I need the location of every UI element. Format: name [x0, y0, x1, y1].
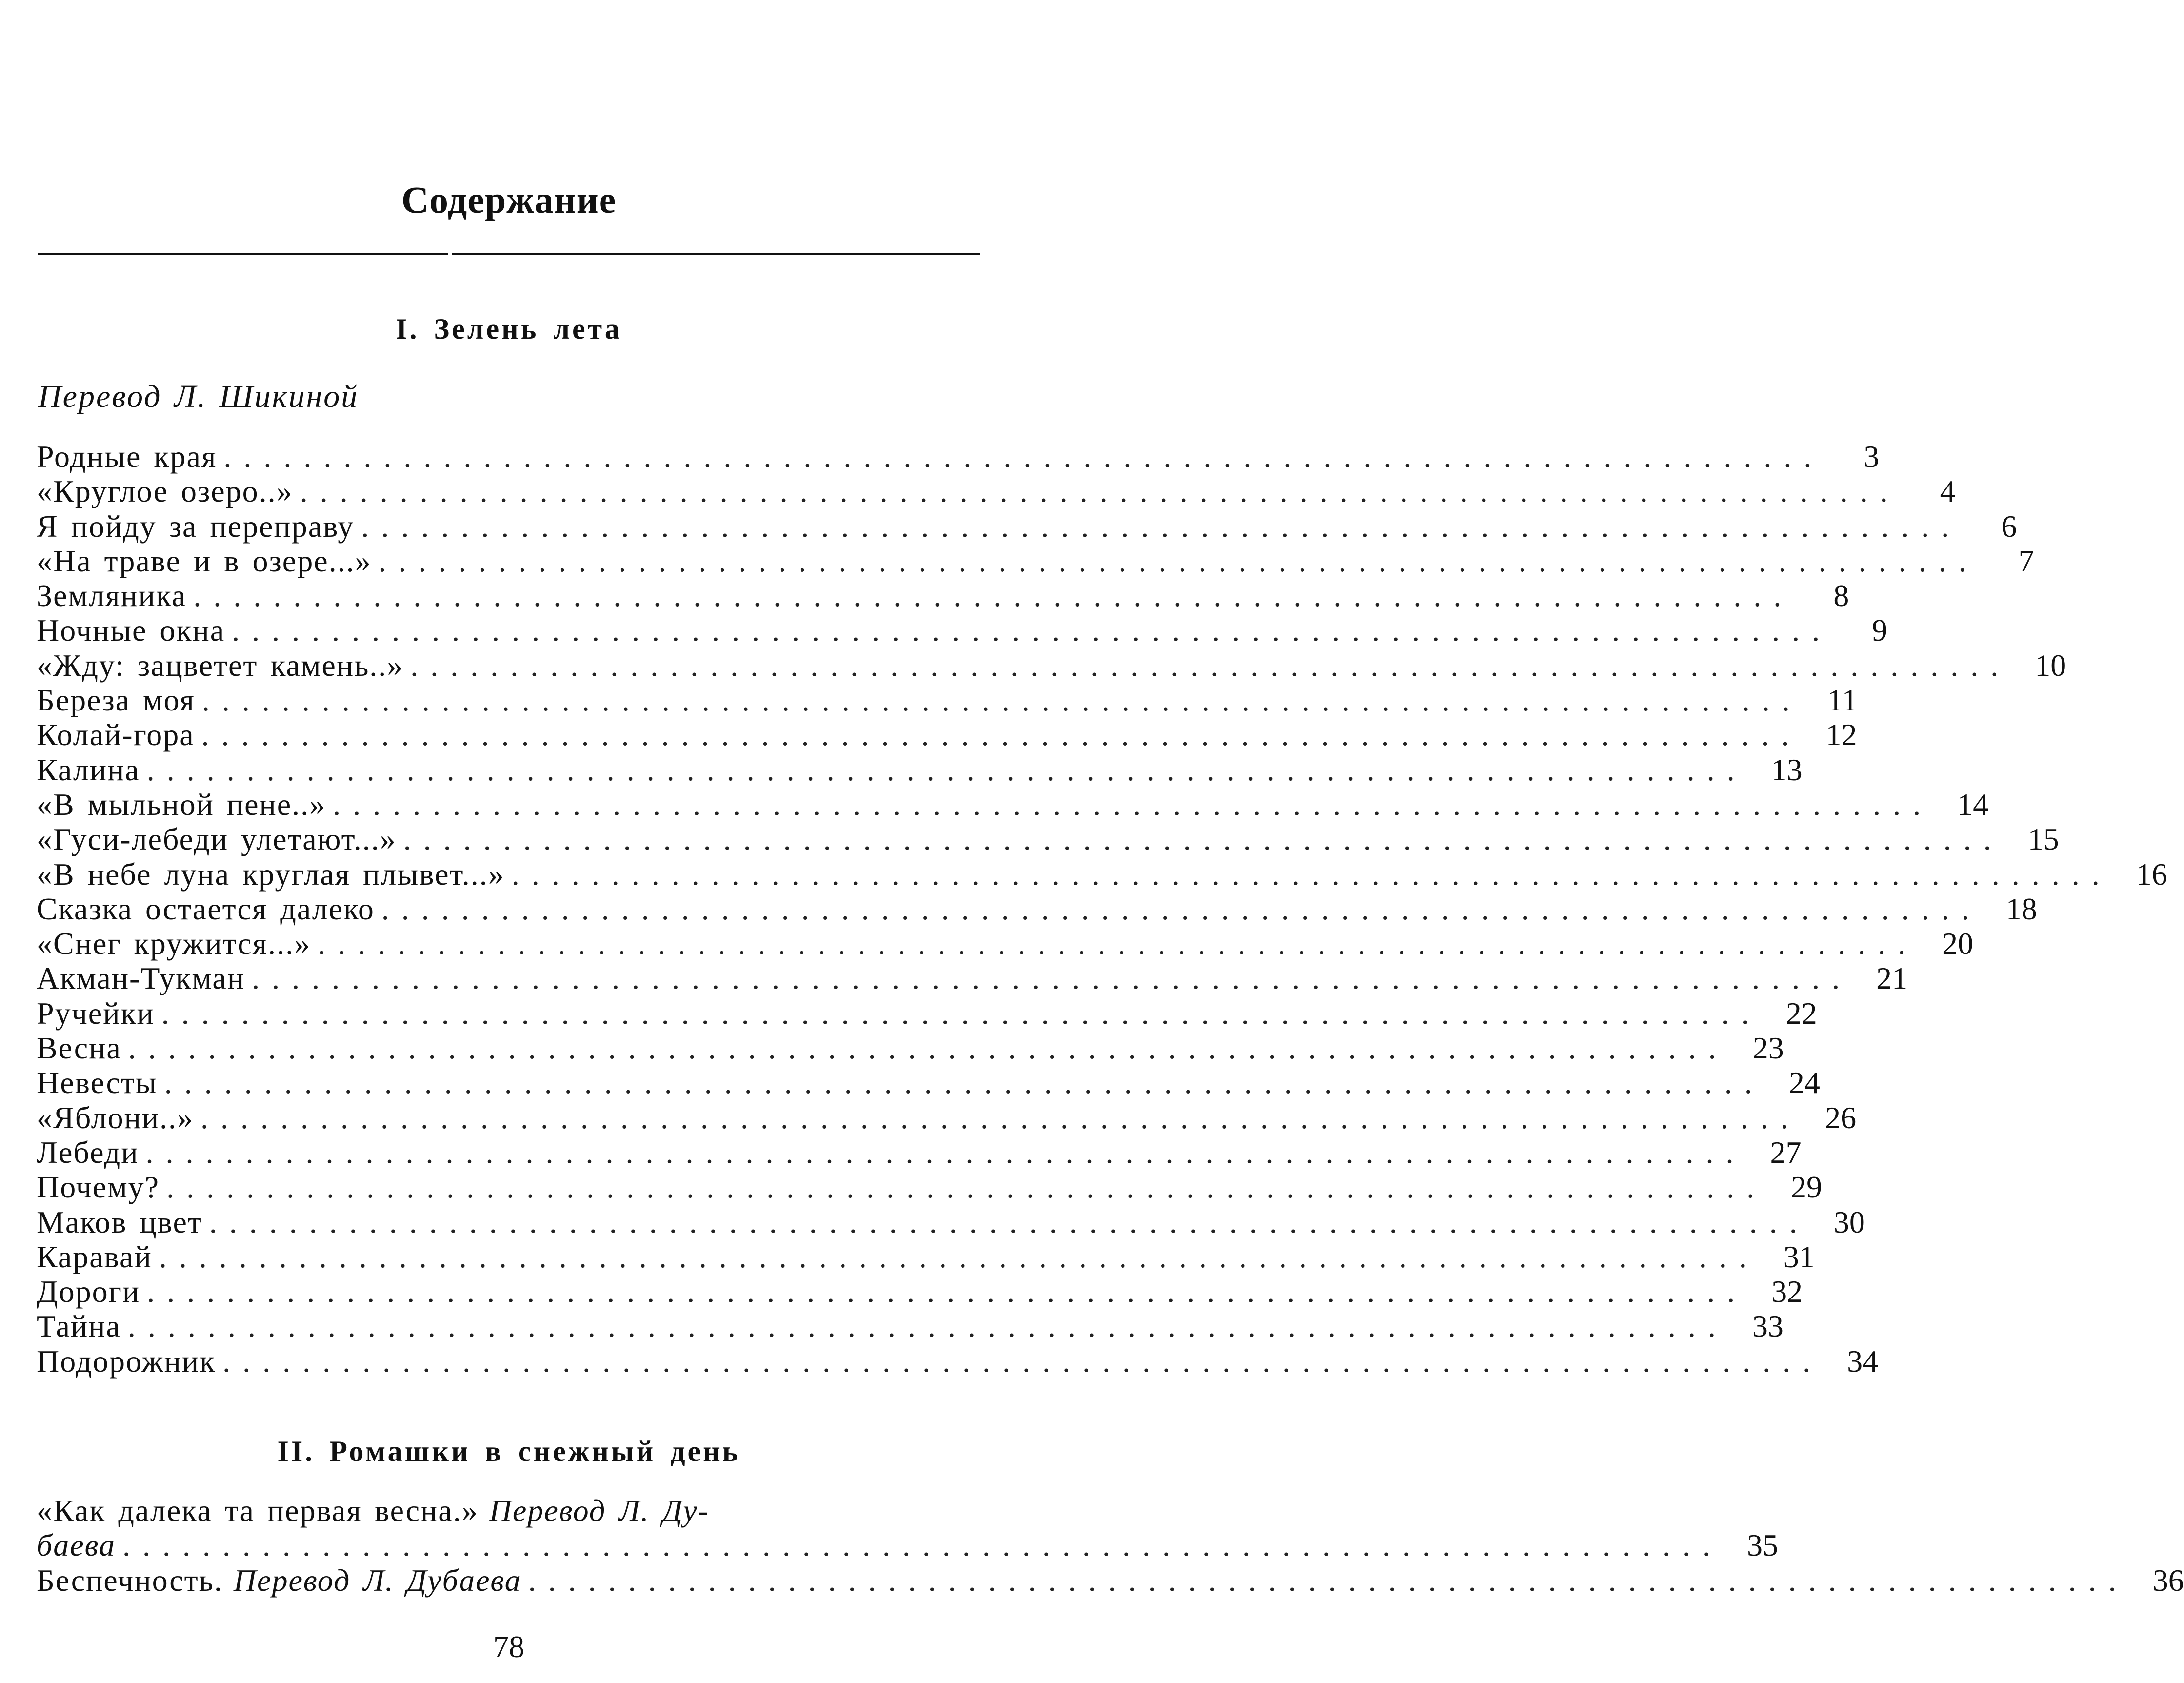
toc-entry-title: Каравай — [37, 1239, 152, 1274]
toc-entry-page: 6 — [2001, 508, 2017, 544]
dot-leader: ................................................................................ — [201, 683, 1802, 718]
dot-leader: ................................................................................ — [166, 1170, 1767, 1205]
toc-entry[interactable] — [37, 822, 2059, 857]
dot-leader: ................................................................................ — [122, 1528, 1723, 1563]
toc-entry[interactable] — [37, 1309, 1783, 1344]
toc-entry[interactable] — [37, 1562, 2184, 1598]
toc-entry-title: «Снег кружится...» — [37, 926, 311, 961]
toc-entry-title: Земляника — [37, 578, 187, 613]
toc-entry-title: «Жду: зацветет камень..» — [37, 648, 404, 683]
dot-leader: ................................................................................ — [145, 1135, 1746, 1170]
dot-leader: ................................................................................ — [528, 1562, 2128, 1598]
toc-entry-title: Маков цвет — [37, 1204, 202, 1239]
toc-entry[interactable] — [37, 856, 2167, 892]
section-1-translator: Перевод Л. Шикиной — [38, 379, 359, 414]
dot-leader: ................................................................................ — [147, 1274, 1747, 1309]
toc-entry-title: «Гуси-лебеди улетают...» — [37, 822, 397, 857]
dot-leader: ................................................................................ — [223, 439, 1824, 474]
toc-entry-page: 8 — [1833, 578, 1849, 613]
page-number: 78 — [493, 1629, 524, 1664]
dot-leader: ................................................................................ — [222, 1343, 1823, 1379]
toc-entry-page: 26 — [1825, 1100, 1857, 1135]
toc-entry[interactable] — [37, 891, 2037, 926]
toc-entry-page: 30 — [1833, 1204, 1865, 1239]
dot-leader: ................................................................................ — [403, 822, 2004, 857]
dot-leader: ................................................................................ — [193, 578, 1794, 613]
toc-entry-page: 22 — [1785, 995, 1817, 1031]
toc-entry-title: Почему? — [37, 1170, 160, 1205]
toc-entry-title: «В небе луна круглая плывет...» — [37, 856, 505, 892]
toc-entry-title: Дороги — [37, 1274, 140, 1309]
toc-entry-page: 36 — [2152, 1562, 2184, 1598]
toc-entry[interactable] — [37, 1100, 1857, 1135]
title-rule-left — [38, 253, 448, 255]
toc-entry-title: Сказка остается далеко — [37, 891, 375, 926]
toc-entry[interactable] — [37, 508, 2017, 544]
dot-leader: ................................................................................ — [252, 961, 1852, 996]
page-title: Содержание — [401, 179, 617, 221]
toc-entry[interactable] — [37, 1135, 1802, 1170]
toc-entry[interactable] — [37, 1493, 981, 1528]
toc-entry[interactable] — [37, 1204, 1865, 1239]
toc-entry[interactable] — [37, 1065, 1820, 1100]
toc-entry-title: «Круглое озеро..» — [37, 474, 293, 509]
toc-entry[interactable] — [37, 926, 1974, 961]
dot-leader: ................................................................................ — [209, 1204, 1809, 1239]
toc-entry-page: 16 — [2136, 856, 2167, 892]
toc-entry-page: 24 — [1788, 1065, 1820, 1100]
toc-entry-page: 14 — [1957, 787, 1989, 822]
dot-leader: ................................................................................ — [333, 787, 1933, 822]
toc-entry-title: Невесты — [37, 1065, 158, 1100]
toc-entry-title: Колай-гора — [37, 717, 195, 752]
dot-leader: ................................................................................ — [410, 648, 2011, 683]
toc-entry-page: 33 — [1752, 1309, 1783, 1344]
toc-entry[interactable] — [37, 1031, 1784, 1066]
toc-entry-title: Я пойду за переправу — [37, 508, 355, 544]
toc-entry-page: 31 — [1783, 1239, 1815, 1274]
toc-entry-page: 11 — [1827, 683, 1858, 718]
toc-entry-translator: Перевод Л. Дубаева — [233, 1562, 521, 1598]
toc-entry[interactable] — [37, 683, 1858, 718]
dot-leader: ................................................................................ — [159, 1239, 1759, 1274]
toc-entry-page: 13 — [1771, 752, 1803, 787]
dot-leader: ................................................................................ — [381, 891, 1982, 926]
toc-entry-title: Калина — [37, 752, 140, 787]
section-2-heading: II. Ромашки в снежный день — [277, 1435, 741, 1467]
toc-entry-title: Лебеди — [37, 1135, 139, 1170]
toc-entry[interactable] — [37, 578, 1849, 613]
toc-entry-page: 32 — [1771, 1274, 1803, 1309]
toc-entry[interactable] — [37, 787, 1989, 822]
toc-entry[interactable] — [37, 613, 1888, 648]
toc-entry[interactable] — [37, 717, 1857, 752]
section-1-heading: I. Зелень лета — [396, 313, 622, 345]
toc-entry-page: 7 — [2018, 543, 2034, 578]
toc-entry[interactable] — [37, 648, 2066, 683]
toc-entry-page: 4 — [1940, 474, 1956, 509]
dot-leader: ................................................................................ — [201, 717, 1802, 752]
toc-entry-title: Ручейки — [37, 995, 155, 1031]
toc-entry-page: 12 — [1825, 717, 1857, 752]
dot-leader: ................................................................................ — [200, 1100, 1801, 1135]
toc-entry-title: Береза моя — [37, 683, 195, 718]
toc-entry-title: «На траве и в озере...» — [37, 543, 372, 578]
dot-leader: ................................................................................ — [511, 856, 2112, 892]
toc-entry[interactable] — [37, 474, 1956, 509]
toc-entry-title: «Как далека та первая весна.» — [37, 1493, 479, 1528]
toc-entry-title: Родные края — [37, 439, 217, 474]
toc-entry-page: 21 — [1876, 961, 1908, 996]
toc-entry-translator-cont: баева — [37, 1528, 116, 1563]
toc-entry[interactable] — [37, 543, 2034, 578]
toc-entry-title: «В мыльной пене..» — [37, 787, 326, 822]
toc-entry-title: Подорожник — [37, 1343, 216, 1379]
toc-entry-page: 20 — [1942, 926, 1974, 961]
dot-leader: ................................................................................ — [378, 543, 1979, 578]
toc-entry-page: 29 — [1791, 1170, 1823, 1205]
toc-entry-page: 18 — [2005, 891, 2037, 926]
dot-leader: ................................................................................ — [300, 474, 1900, 509]
dot-leader: ................................................................................ — [164, 1065, 1764, 1100]
toc-entry-page: 9 — [1872, 613, 1888, 648]
dot-leader: ................................................................................ — [128, 1031, 1728, 1066]
toc-entry-page: 3 — [1863, 439, 1880, 474]
toc-entry[interactable] — [37, 1274, 1803, 1309]
toc-entry-page: 27 — [1770, 1135, 1802, 1170]
toc-entry-page: 10 — [2035, 648, 2066, 683]
toc-entry-continuation[interactable] — [37, 1528, 1778, 1563]
dot-leader: ................................................................................ — [318, 926, 1918, 961]
toc-entry[interactable] — [37, 439, 1880, 474]
toc-entry-translator: Перевод Л. Ду- — [489, 1493, 709, 1528]
toc-entry[interactable] — [37, 1170, 1823, 1205]
toc-entry[interactable] — [37, 1239, 1815, 1274]
toc-entry-page: 15 — [2027, 822, 2059, 857]
toc-entry-title: Беспечность. — [37, 1562, 223, 1598]
toc-entry-title: Тайна — [37, 1309, 121, 1344]
dot-leader: ................................................................................ — [146, 752, 1747, 787]
toc-entry-page: 35 — [1746, 1528, 1778, 1563]
toc-entry-title: Ночные окна — [37, 613, 225, 648]
toc-entry-title: «Яблони..» — [37, 1100, 194, 1135]
section-2-toc — [37, 1493, 2184, 1598]
toc-entry-page: 34 — [1847, 1343, 1879, 1379]
toc-entry[interactable] — [37, 1343, 1879, 1379]
toc-entry-title: Весна — [37, 1031, 121, 1066]
dot-leader: ................................................................................ — [161, 995, 1762, 1031]
section-1-toc — [37, 439, 2167, 1379]
toc-entry[interactable] — [37, 752, 1803, 787]
dot-leader: ................................................................................ — [127, 1309, 1728, 1344]
toc-entry[interactable] — [37, 995, 1817, 1031]
dot-leader: ................................................................................ — [361, 508, 1962, 544]
toc-entry-page: 23 — [1752, 1031, 1784, 1066]
title-rule-right — [452, 253, 980, 255]
toc-entry[interactable] — [37, 961, 1908, 996]
toc-entry-title: Акман-Тукман — [37, 961, 245, 996]
dot-leader: ................................................................................ — [232, 613, 1832, 648]
